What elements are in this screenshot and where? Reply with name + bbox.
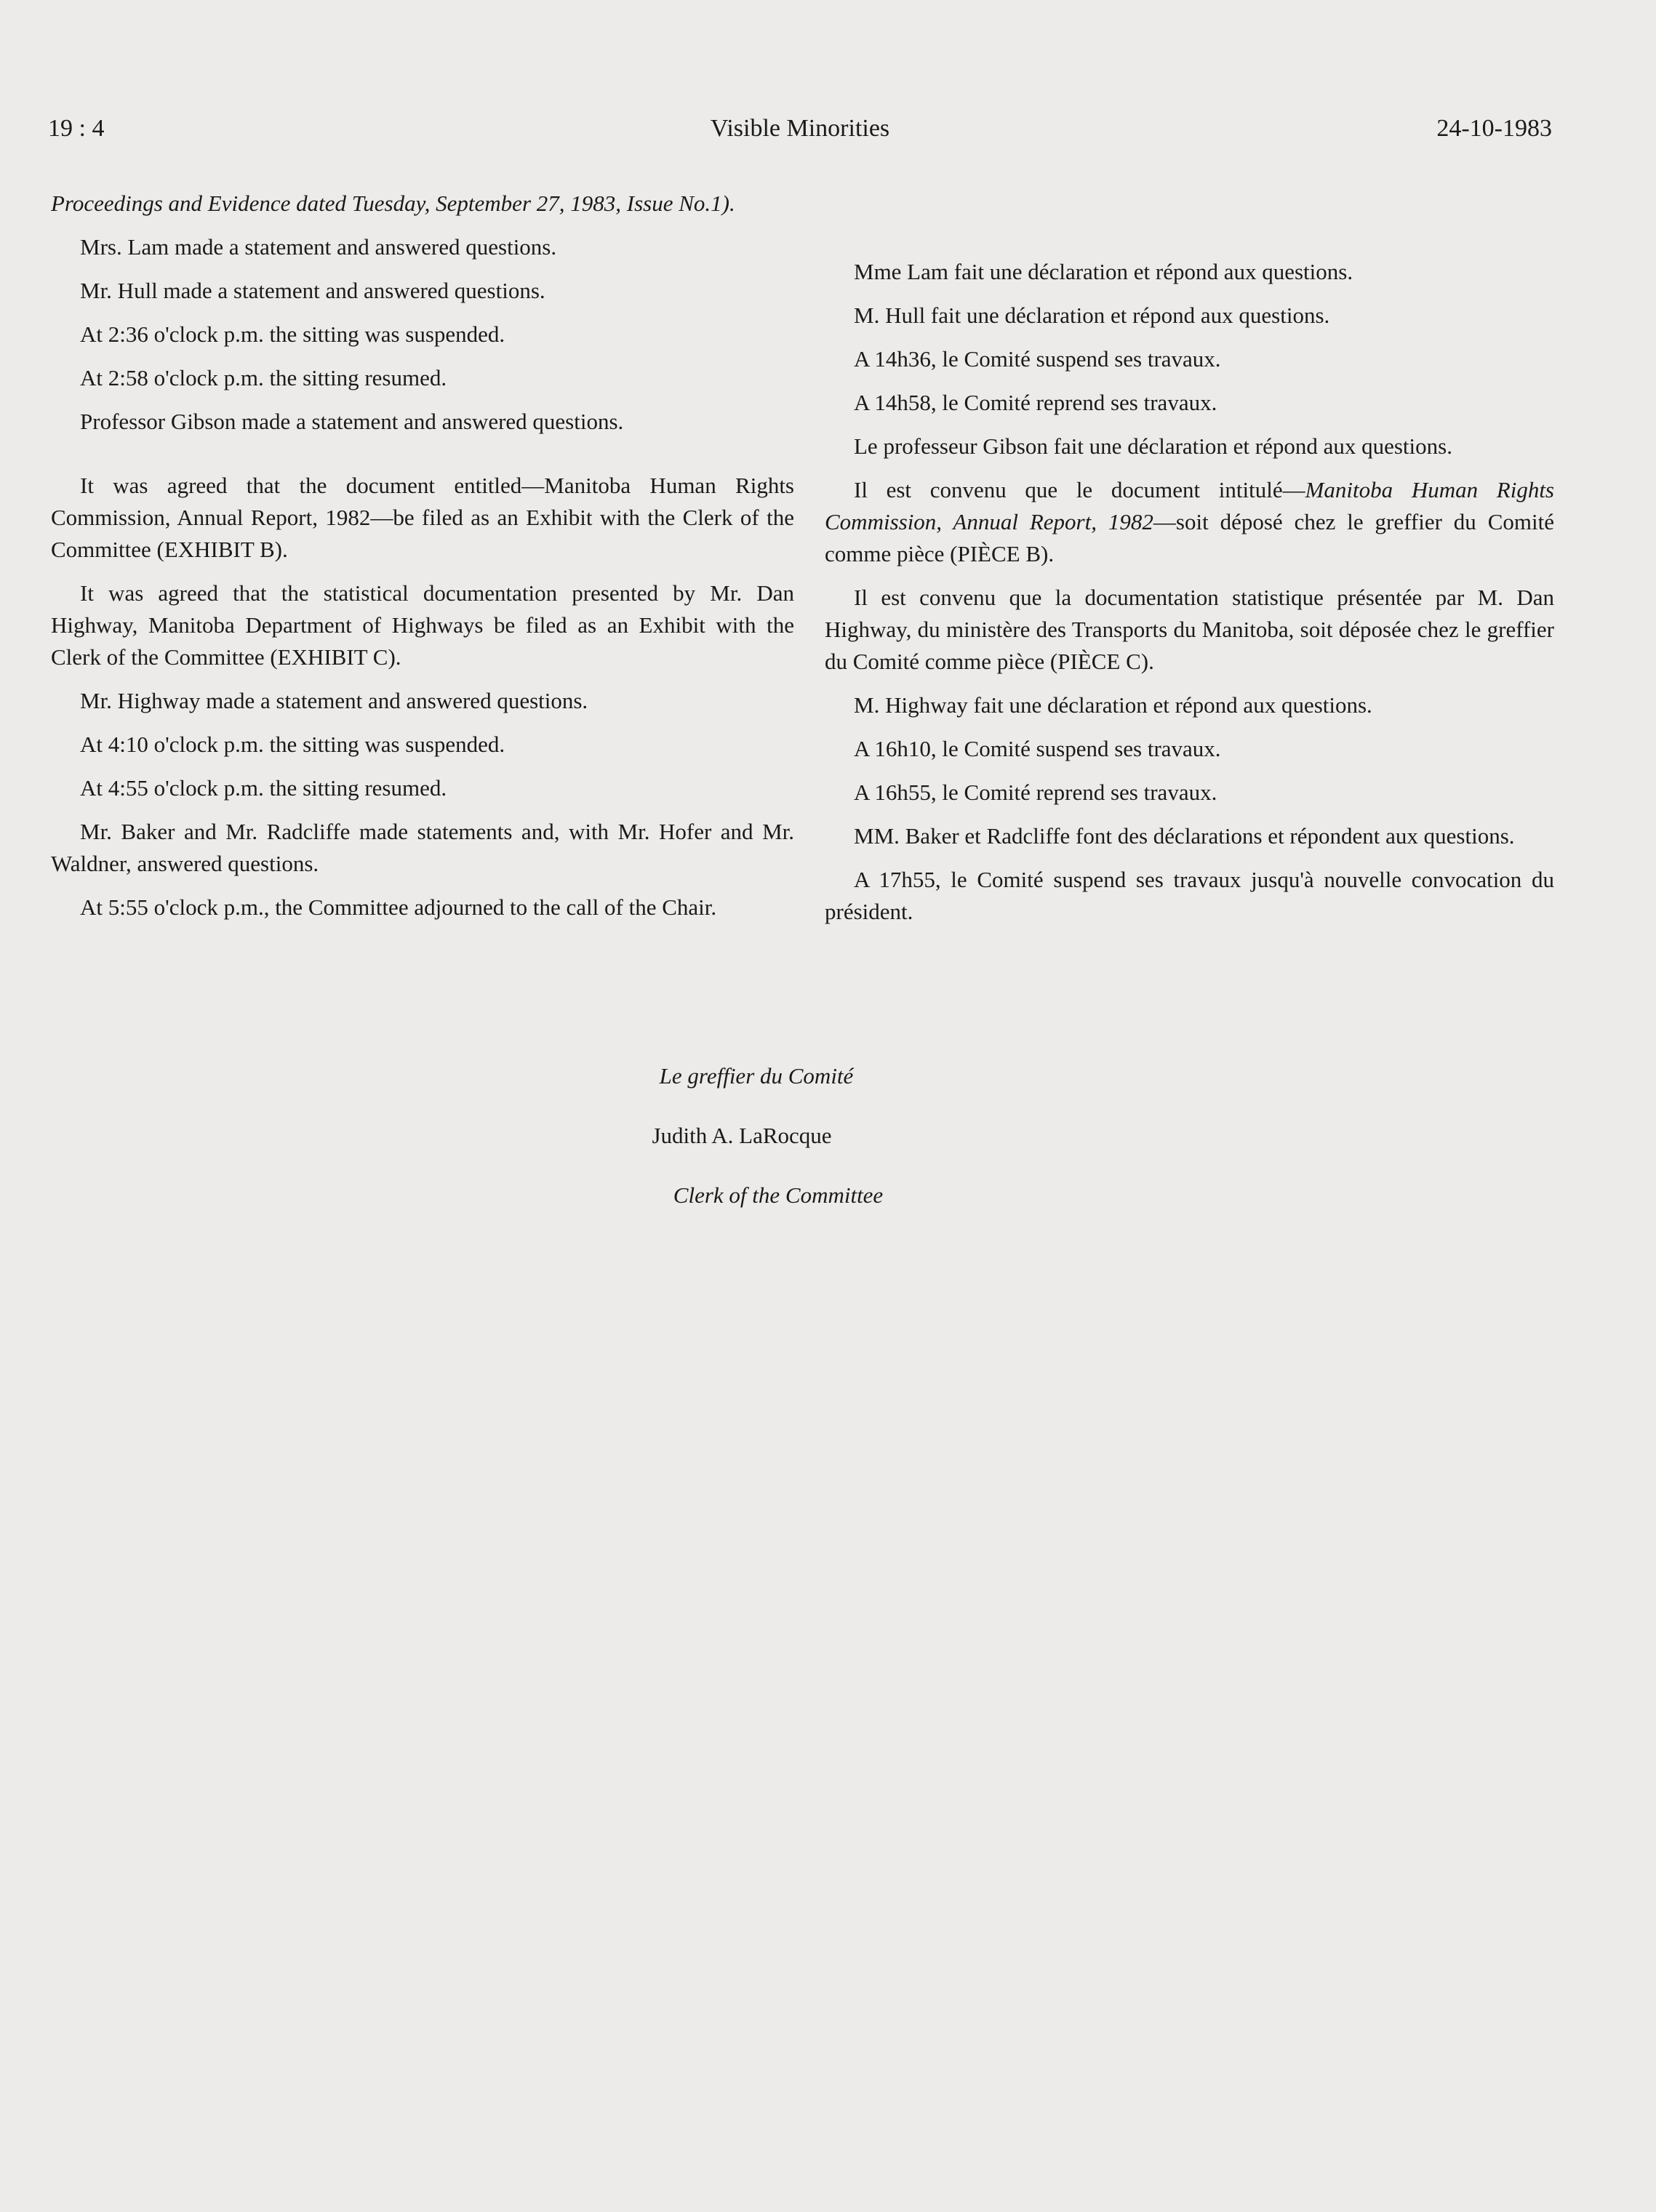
exhibit-b-paragraph: It was agreed that the document entitled—Manitoba Human Rights Commission, Annual Report, 1982—be filed as an Exhibit with the Clerk of the Committee (EXHIBIT B). xyxy=(51,473,794,562)
exhibit-c-paragraph: It was agreed that the statistical documentation presented by Mr. Dan Highway, Manitoba Department of Highways be filed as an Exhibit with the Clerk of the Committee (EXHIBIT C). xyxy=(51,580,794,670)
signature-english-title: Clerk of the Committee xyxy=(673,1182,884,1208)
english-column xyxy=(51,188,794,935)
piece-b-title: Manitoba Human Rights Commission, Annual Report, 1982 xyxy=(825,477,1554,534)
paragraph: A 14h36, le Comité suspend ses travaux. xyxy=(854,346,1221,372)
paragraph: Professor Gibson made a statement and answered questions. xyxy=(80,409,624,434)
paragraph: Mme Lam fait une déclaration et répond aux questions. xyxy=(854,259,1353,284)
header-date: 24-10-1983 xyxy=(1436,115,1552,142)
paragraph: Mrs. Lam made a statement and answered questions. xyxy=(80,234,557,260)
piece-b-post: —soit déposé chez le greffier du Comité comme pièce (PIÈCE B). xyxy=(825,509,1554,566)
signature-block xyxy=(509,1060,1004,1239)
paragraph: At 2:36 o'clock p.m. the sitting was suspended. xyxy=(80,321,505,347)
paragraph: At 4:10 o'clock p.m. the sitting was suspended. xyxy=(80,732,505,757)
piece-b-paragraph xyxy=(825,474,1554,570)
piece-b-pre: Il est convenu que le document intitulé— xyxy=(854,477,1305,502)
paragraph: M. Hull fait une déclaration et répond aux questions. xyxy=(854,302,1330,328)
signature-french-title: Le greffier du Comité xyxy=(659,1063,854,1089)
paragraph: At 4:55 o'clock p.m. the sitting resumed. xyxy=(80,775,447,801)
signature-name: Judith A. LaRocque xyxy=(652,1123,832,1148)
page-header xyxy=(48,111,1552,147)
paragraph: M. Highway fait une déclaration et répond aux questions. xyxy=(854,692,1372,718)
paragraph: Mr. Highway made a statement and answered questions. xyxy=(80,688,588,713)
adjournment-paragraph: A 17h55, le Comité suspend ses travaux jusqu'à nouvelle convocation du président. xyxy=(825,867,1554,924)
paragraph: A 16h10, le Comité suspend ses travaux. xyxy=(854,736,1221,761)
running-title: Visible Minorities xyxy=(710,115,890,142)
column-spacer xyxy=(825,188,1554,256)
french-column xyxy=(825,188,1554,939)
page-number: 19 : 4 xyxy=(48,115,105,142)
paragraph: At 2:58 o'clock p.m. the sitting resumed. xyxy=(80,365,447,390)
paragraph: A 14h58, le Comité reprend ses travaux. xyxy=(854,390,1217,415)
paragraph: Le professeur Gibson fait une déclaration et répond aux questions. xyxy=(854,433,1452,459)
lead-line: Proceedings and Evidence dated Tuesday, September 27, 1983, Issue No.1). xyxy=(51,191,735,216)
paragraph: Mr. Baker and Mr. Radcliffe made statements and, with Mr. Hofer and Mr. Waldner, answered questions. xyxy=(51,819,794,876)
piece-c-paragraph: Il est convenu que la documentation statistique présentée par M. Dan Highway, du ministère des Transports du Manitoba, soit déposée chez le greffier du Comité comme pièce (PIÈCE C). xyxy=(825,585,1554,674)
paragraph: MM. Baker et Radcliffe font des déclarations et répondent aux questions. xyxy=(854,823,1515,849)
adjournment-paragraph: At 5:55 o'clock p.m., the Committee adjourned to the call of the Chair. xyxy=(80,894,717,920)
paragraph: Mr. Hull made a statement and answered questions. xyxy=(80,278,545,303)
paragraph: A 16h55, le Comité reprend ses travaux. xyxy=(854,780,1217,805)
